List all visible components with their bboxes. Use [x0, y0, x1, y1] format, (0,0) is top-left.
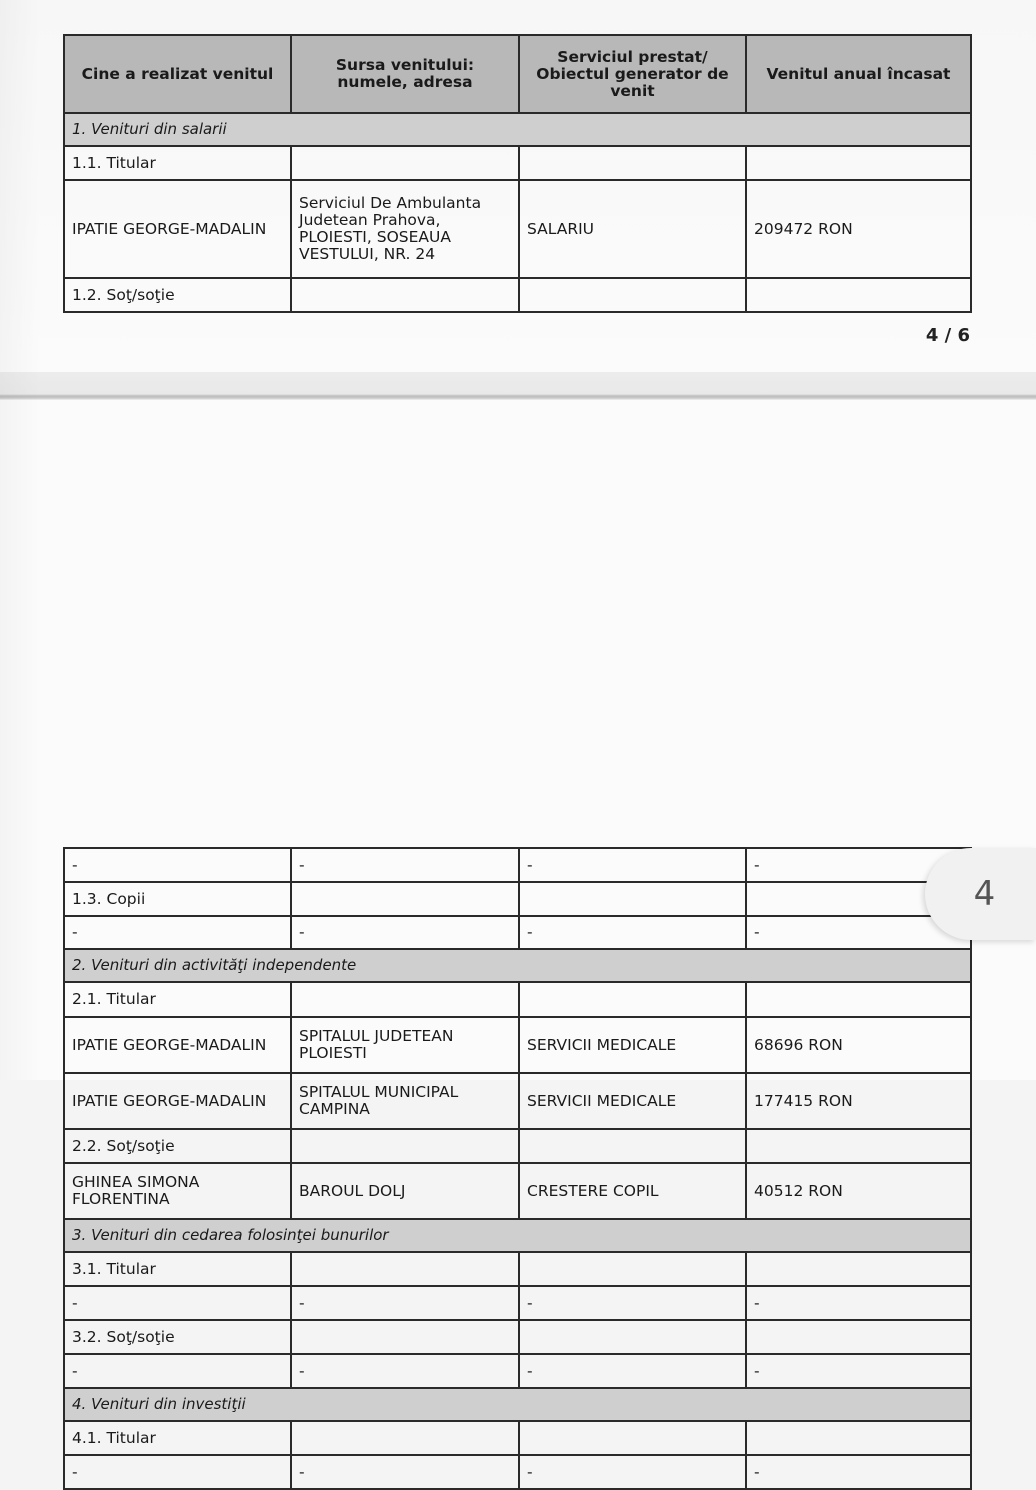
table-header-row: [64, 35, 971, 113]
cell-who: -: [64, 848, 291, 882]
cell-who: 2.2. Soţ/soţie: [64, 1129, 291, 1163]
section-row: [64, 1388, 971, 1421]
cell-income: [746, 146, 971, 180]
page-number: 4 / 6: [925, 325, 970, 346]
section-title: 1. Venituri din salarii: [64, 113, 971, 146]
cell-source: [291, 278, 519, 312]
cell-source: SPITALUL JUDETEAN PLOIESTI: [291, 1017, 519, 1073]
cell-income: -: [746, 1354, 971, 1388]
cell-who: 2.1. Titular: [64, 982, 291, 1017]
cell-service: [519, 882, 746, 916]
table-row: [64, 1017, 971, 1073]
cell-source: [291, 1129, 519, 1163]
cell-service: [519, 1320, 746, 1354]
table-row: [64, 982, 971, 1017]
section-title: 2. Venituri din activităţi independente: [64, 949, 971, 982]
table-row: [64, 180, 971, 278]
section-row: [64, 949, 971, 982]
cell-who: IPATIE GEORGE-MADALIN: [64, 180, 291, 278]
section-row: [64, 113, 971, 146]
cell-service: SALARIU: [519, 180, 746, 278]
cell-who: 1.1. Titular: [64, 146, 291, 180]
section-title: 4. Venituri din investiţii: [64, 1388, 971, 1421]
table-row: [64, 1286, 971, 1320]
cell-service: [519, 1252, 746, 1286]
cell-who: -: [64, 1354, 291, 1388]
cell-source: [291, 146, 519, 180]
cell-service: SERVICII MEDICALE: [519, 1073, 746, 1129]
table-row: [64, 848, 971, 882]
cell-source: Serviciul De Ambulanta Judetean Prahova, PLOIESTI, SOSEAUA VESTULUI, NR. 24: [291, 180, 519, 278]
cell-income: -: [746, 1286, 971, 1320]
cell-who: -: [64, 916, 291, 949]
cell-source: -: [291, 848, 519, 882]
cell-income: 40512 RON: [746, 1163, 971, 1219]
cell-service: -: [519, 848, 746, 882]
cell-service: -: [519, 1455, 746, 1489]
cell-who: -: [64, 1286, 291, 1320]
cell-service: -: [519, 1354, 746, 1388]
cell-service: -: [519, 1286, 746, 1320]
table-row: [64, 1354, 971, 1388]
cell-source: BAROUL DOLJ: [291, 1163, 519, 1219]
cell-source: -: [291, 1455, 519, 1489]
table-row: [64, 916, 971, 949]
cell-who: GHINEA SIMONA FLORENTINA: [64, 1163, 291, 1219]
cell-service: [519, 278, 746, 312]
cell-service: CRESTERE COPIL: [519, 1163, 746, 1219]
table-row: [64, 146, 971, 180]
table-row: [64, 882, 971, 916]
cell-service: [519, 146, 746, 180]
cell-income: -: [746, 1455, 971, 1489]
cell-who: 1.2. Soţ/soţie: [64, 278, 291, 312]
cell-who: IPATIE GEORGE-MADALIN: [64, 1017, 291, 1073]
cell-service: [519, 1129, 746, 1163]
page-divider: [0, 372, 1036, 400]
cell-who: -: [64, 1455, 291, 1489]
cell-source: [291, 1252, 519, 1286]
table-row: [64, 1252, 971, 1286]
table-row: [64, 1421, 971, 1455]
cell-source: SPITALUL MUNICIPAL CAMPINA: [291, 1073, 519, 1129]
document-page-bottom: [0, 400, 1036, 1481]
cell-income: 209472 RON: [746, 180, 971, 278]
cell-source: [291, 1421, 519, 1455]
header-annual-income: Venitul anual încasat: [746, 35, 971, 113]
document-page-top: [0, 0, 1036, 372]
table-row: [64, 1320, 971, 1354]
cell-service: SERVICII MEDICALE: [519, 1017, 746, 1073]
cell-income: [746, 1129, 971, 1163]
cell-income: [746, 1421, 971, 1455]
cell-source: [291, 882, 519, 916]
table-row: [64, 1073, 971, 1129]
cell-source: [291, 982, 519, 1017]
cell-income: [746, 982, 971, 1017]
income-table-bottom: [63, 847, 972, 1490]
table-row: [64, 1455, 971, 1489]
cell-income: [746, 278, 971, 312]
cell-source: -: [291, 1354, 519, 1388]
header-who: Cine a realizat venitul: [64, 35, 291, 113]
cell-income: [746, 1252, 971, 1286]
table-row: [64, 278, 971, 312]
table-row: [64, 1129, 971, 1163]
cell-source: -: [291, 1286, 519, 1320]
cell-who: IPATIE GEORGE-MADALIN: [64, 1073, 291, 1129]
cell-who: 1.3. Copii: [64, 882, 291, 916]
cell-source: [291, 1320, 519, 1354]
cell-source: -: [291, 916, 519, 949]
cell-income: 68696 RON: [746, 1017, 971, 1073]
cell-income: -: [746, 916, 971, 949]
cell-who: 4.1. Titular: [64, 1421, 291, 1455]
cell-service: [519, 1421, 746, 1455]
income-table-top: [63, 34, 972, 313]
cell-service: -: [519, 916, 746, 949]
page-indicator-badge[interactable]: 4: [925, 848, 1036, 940]
section-row: [64, 1219, 971, 1252]
cell-income: 177415 RON: [746, 1073, 971, 1129]
cell-who: 3.1. Titular: [64, 1252, 291, 1286]
header-service: Serviciul prestat/ Obiectul generator de venit: [519, 35, 746, 113]
cell-service: [519, 982, 746, 1017]
cell-income: -: [746, 848, 971, 882]
header-source: Sursa venitului: numele, adresa: [291, 35, 519, 113]
cell-who: 3.2. Soţ/soţie: [64, 1320, 291, 1354]
cell-income: [746, 1320, 971, 1354]
table-row: [64, 1163, 971, 1219]
section-title: 3. Venituri din cedarea folosinţei bunurilor: [64, 1219, 971, 1252]
